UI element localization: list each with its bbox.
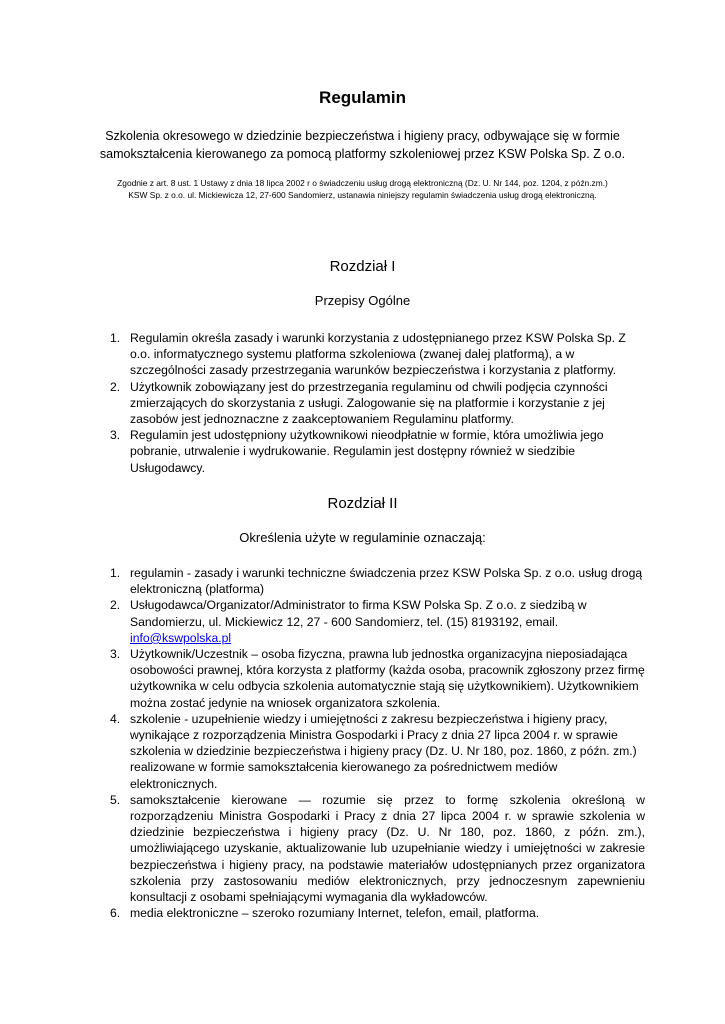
list-item-number: 5. xyxy=(110,792,121,807)
list-item xyxy=(110,379,645,428)
list-item-text: Użytkownik zobowiązany jest do przestrzegania regulaminu od chwili podjęcia czynności zmierzających do skorzystania z usługi. Zalogowanie się na platformie i korzystanie z jej zasobów jest jednoznaczne z zaakceptowaniem Regulaminu platformy. xyxy=(130,379,608,427)
list-item xyxy=(110,597,645,646)
list-item-number: 4. xyxy=(110,711,121,726)
list-item xyxy=(110,905,645,921)
chapter-1-subheading: Przepisy Ogólne xyxy=(314,293,411,308)
list-item xyxy=(110,792,645,905)
list-item xyxy=(110,646,645,711)
list-item-text: Regulamin określa zasady i warunki korzystania z udostępnianego przez KSW Polska Sp. Z o.o. informatycznego systemu platforma szkoleniowa (zwanej dalej platformą), a w szczególności zasady przestrzegania warunków bezpieczeństwa i korzystania z platformy. xyxy=(130,331,626,378)
document-title: Regulamin xyxy=(319,88,406,107)
list-item xyxy=(110,711,645,792)
list-item-text: Użytkownik/Uczestnik – osoba fizyczna, prawna lub jednostka organizacyjna nieposiadająca osobowości prawnej, która korzysta z platformy (każda osoba, pracownik zgłoszony przez firmę użytkownika w celu odbycia szkolenia automatycznie stają się użytkownikiem). Użytkownikiem można zostać jedynie na wniosek organizatora szkolenia. xyxy=(130,647,645,710)
list-item xyxy=(110,427,645,476)
list-item-text: media elektroniczne – szeroko rozumiany Internet, telefon, email, platforma. xyxy=(130,906,540,921)
list-item-text: Usługodawca/Organizator/Administrator to firma KSW Polska Sp. Z o.o. z siedzibą w Sandomierzu, ul. Mickiewicz 12, 27 - 600 Sandomierz, tel. (15) 8193192, email. xyxy=(130,598,587,629)
list-item-number: 6. xyxy=(110,906,121,921)
list-item xyxy=(110,330,645,379)
list-item-text: szkolenie - uzupełnienie wiedzy i umiejętności z zakresu bezpieczeństwa i higieny pracy, wynikające z rozporządzenia Ministra Gospodarki i Pracy z dnia 27 lipca 2004 r. w sprawie szkolenia w dziedzinie bezpieczeństwa i higieny pracy (Dz. U. Nr 180, poz. 1860, z późn. zm.) realizowane w formie samokształcenia kierowanego za pośrednictwem mediów elektronicznych. xyxy=(130,711,637,791)
document-subtitle xyxy=(60,127,665,163)
chapter-1-list xyxy=(110,330,645,476)
list-item-text: samokształcenie kierowane — rozumie się przez to formę szkolenia określoną w rozporządzeniu Ministra Gospodarki i Pracy z dnia 27 lipca 2004 r. w sprawie szkolenia w dziedzinie bezpieczeństwa i higieny pracy (Dz. U. Nr 180, poz. 1860, z późn. zm.), umożliwiającego uzyskanie, aktualizowanie lub uzupełnianie wiedzy i umiejętności w zakresie bezpieczeństwa i higieny pracy, na podstawie materiałów udostępnianych przez organizatora szkolenia przy zastosowaniu mediów elektronicznych, przy jednoczesnym zapewnieniu konsultacji z osobami spełniającymi wymagania dla wykładowców. xyxy=(130,792,645,905)
subtitle-line: Szkolenia okresowego w dziedzinie bezpieczeństwa i higieny pracy, odbywające się w formie xyxy=(105,129,620,143)
subtitle-line: samokształcenia kierowanego za pomocą platformy szkoleniowej przez KSW Polska Sp. Z o.o. xyxy=(99,147,626,161)
legal-basis xyxy=(60,177,665,201)
list-item-text: Regulamin jest udostępniony użytkownikowi nieodpłatnie w formie, która umożliwia jego pobranie, utrwalenie i wydrukowanie. Regulamin jest dostępny również w siedzibie Usługodawcy. xyxy=(130,428,604,475)
list-item-number: 1. xyxy=(110,566,121,580)
legal-line: KSW Sp. z o.o. ul. Mickiewicza 12, 27-600 Sandomierz, ustanawia niniejszy regulamin świadczenia usług drogą elektroniczną. xyxy=(128,190,597,200)
chapter-2-subheading: Określenia użyte w regulaminie oznaczają: xyxy=(239,530,486,545)
list-item-number: 3. xyxy=(110,428,121,443)
list-item xyxy=(110,565,645,597)
list-item-number: 3. xyxy=(110,647,121,662)
list-item-text: regulamin - zasady i warunki techniczne świadczenia przez KSW Polska Sp. z o.o. usług drogą elektroniczną (platforma) xyxy=(130,566,643,597)
list-item-number: 2. xyxy=(110,379,121,394)
list-item-number: 1. xyxy=(110,331,121,345)
email-link[interactable]: info@kswpolska.pl xyxy=(130,630,232,645)
chapter-1-heading: Rozdział I xyxy=(329,258,396,275)
legal-line: Zgodnie z art. 8 ust. 1 Ustawy z dnia 18 lipca 2002 r o świadczeniu usług drogą elektroniczną (Dz. U. Nr 144, poz. 1204, z późn.zm.) xyxy=(117,178,608,188)
chapter-2-heading: Rozdział II xyxy=(327,495,398,512)
chapter-2-list xyxy=(110,565,645,921)
list-item-number: 2. xyxy=(110,598,121,613)
